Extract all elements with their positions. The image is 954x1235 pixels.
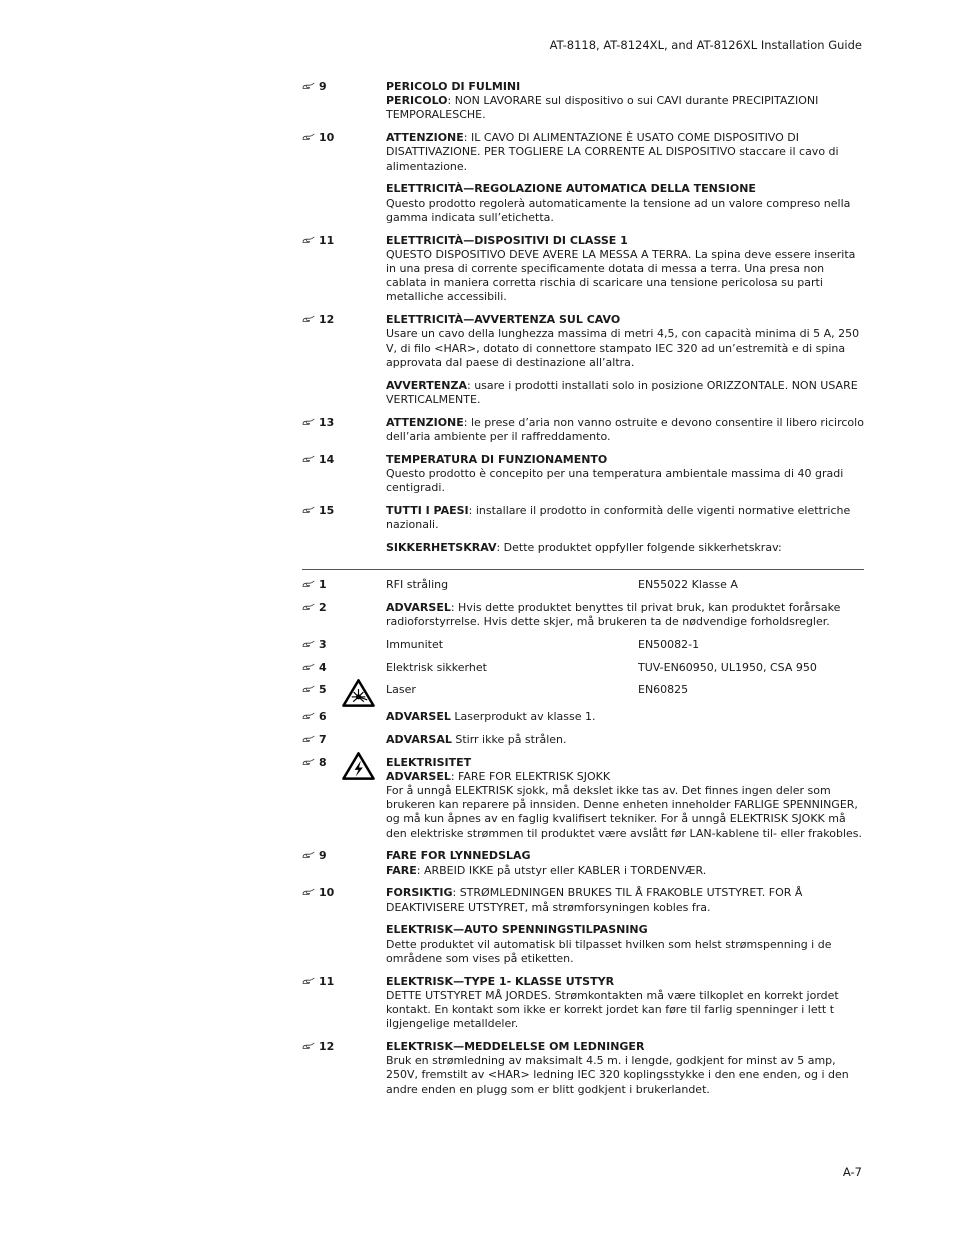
bold-label: AVVERTENZA <box>386 378 467 392</box>
norwegian-item <box>302 578 864 592</box>
item-number-text: 9 <box>319 80 327 93</box>
item-heading: FARE FOR LYNNEDSLAG <box>386 849 531 863</box>
item-number-text: 8 <box>319 755 327 769</box>
pointing-hand-icon <box>302 888 315 896</box>
item-heading: ELEKTRISK—TYPE 1- KLASSE UTSTYR <box>386 974 615 988</box>
section-separator <box>302 569 864 570</box>
item-number <box>302 578 382 592</box>
norwegian-item <box>302 638 864 652</box>
pointing-hand-icon <box>302 977 315 985</box>
pointing-hand-icon <box>302 735 315 743</box>
item-body <box>386 756 864 841</box>
item-paragraph <box>386 1054 864 1097</box>
item-number <box>302 504 382 518</box>
electric-shock-warning-icon <box>342 751 375 781</box>
item-text: : installare il prodotto in conformità delle vigenti normative elettriche nazionali. <box>386 503 851 532</box>
pointing-hand-icon <box>302 685 315 693</box>
item-body <box>386 638 864 652</box>
item-paragraph <box>386 197 864 225</box>
item-text: DETTE UTSTYRET MÅ JORDES. Strømkontakten må være tilkoplet en korrekt jordet kontakt. En kontakt som ikke er korrekt jordet kan føre til farlig spenninger i lett t ilgjengelige metalldeler. <box>386 988 839 1031</box>
norwegian-item <box>302 733 864 747</box>
norwegian-section <box>302 578 864 1097</box>
italian-item <box>302 234 864 305</box>
pointing-hand-icon <box>302 851 315 859</box>
requirement-standard: EN60825 <box>638 683 689 697</box>
requirement-standard: EN50082-1 <box>638 637 700 651</box>
norwegian-item <box>302 849 864 877</box>
item-heading: ELETTRICITÀ—REGOLAZIONE AUTOMATICA DELLA TENSIONE <box>386 182 756 196</box>
italian-item <box>302 80 864 123</box>
italian-item <box>302 379 864 407</box>
italian-section <box>302 80 864 555</box>
item-number-text: 10 <box>319 131 335 145</box>
item-number-text: 15 <box>319 503 335 517</box>
pointing-hand-icon <box>302 1042 315 1050</box>
item-body <box>386 661 864 675</box>
requirement-label: Immunitet <box>386 637 444 651</box>
pointing-hand-icon <box>302 640 315 648</box>
item-number <box>302 733 382 747</box>
item-number <box>302 601 382 615</box>
item-number <box>302 80 382 94</box>
norwegian-item <box>302 683 864 701</box>
item-text: Dette produktet vil automatisk bli tilpasset hvilken som helst strømspenning i de områdene som vises på etiketten. <box>386 937 832 965</box>
item-number-text: 6 <box>319 710 327 724</box>
bold-label: PERICOLO <box>386 94 448 108</box>
item-body <box>386 923 864 966</box>
bold-label: ATTENZIONE <box>386 415 464 429</box>
pointing-hand-icon <box>302 506 315 514</box>
italian-item <box>302 182 864 225</box>
item-body <box>386 80 864 123</box>
item-number-text: 11 <box>319 974 335 988</box>
bold-label: ADVARSEL <box>386 600 451 614</box>
item-text: Questo prodotto regolerà automaticamente la tensione ad un valore compreso nella gamma indicata sull’etichetta. <box>386 196 851 224</box>
item-heading: ELETTRICITÀ—DISPOSITIVI DI CLASSE 1 <box>386 233 628 247</box>
item-text: : le prese d’aria non vanno ostruite e devono consentire il libero ricircolo dell’aria ambiente per il raffreddamento. <box>386 415 864 443</box>
item-paragraph <box>386 94 864 122</box>
pointing-hand-icon <box>302 418 315 426</box>
pointing-hand-icon <box>302 580 315 588</box>
item-body <box>386 733 864 747</box>
item-paragraph <box>386 601 864 629</box>
bold-label: ADVARSAL <box>386 732 452 746</box>
pointing-hand-icon <box>302 603 315 611</box>
item-number <box>302 416 382 430</box>
norwegian-item <box>302 1040 864 1097</box>
item-text: Questo prodotto è concepito per una temperatura ambientale massima di 40 gradi centigradi. <box>386 466 844 495</box>
item-text: : usare i prodotti installati solo in posizione ORIZZONTALE. NON USARE VERTICALMENTE. <box>386 378 858 406</box>
item-text: Bruk en strømledning av maksimalt 4.5 m. i lengde, godkjent for minst av 5 amp, 250V, fremstilt av <HAR> ledning IEC 320 koplingsstykke i den ene enden, og i den andre enden en plugg som er blitt godkjent i brukerlandet. <box>386 1054 849 1096</box>
item-number <box>302 453 382 467</box>
item-number-text: 1 <box>319 578 327 592</box>
item-number-text: 12 <box>319 313 335 327</box>
item-number-text: 9 <box>319 849 327 863</box>
italian-item <box>302 504 864 532</box>
item-number-text: 5 <box>319 683 327 697</box>
item-text: : Hvis dette produktet benyttes til privat bruk, kan produktet forårsake radioforstyrrelse. Hvis dette skjer, må brukeren ta de nødvendige forholdsregler. <box>386 600 841 629</box>
item-number <box>302 1040 382 1054</box>
pointing-hand-icon <box>302 663 315 671</box>
italian-item <box>302 131 864 174</box>
italian-item <box>302 313 864 370</box>
item-paragraph <box>386 504 864 532</box>
item-body <box>386 379 864 407</box>
item-heading: ELEKTRISITET <box>386 755 472 769</box>
item-paragraph <box>386 770 864 784</box>
item-text: Laserprodukt av klasse 1. <box>450 710 596 724</box>
requirement-label: Laser <box>386 683 416 697</box>
item-number-text: 10 <box>319 886 335 900</box>
item-body <box>386 234 864 305</box>
item-body <box>386 541 864 555</box>
item-heading: ELEKTRISK—MEDDELELSE OM LEDNINGER <box>386 1040 645 1054</box>
item-number <box>302 638 382 652</box>
item-body <box>386 504 864 532</box>
item-number-text: 3 <box>319 637 327 651</box>
item-text: : STRØMLEDNINGEN BRUKES TIL Å FRAKOBLE UTSTYRET. FOR Å DEAKTIVISERE UTSTYRET, må strømforsyningen kobles fra. <box>386 886 803 914</box>
item-number <box>302 710 382 724</box>
item-text: : NON LAVORARE sul dispositivo o sui CAVI durante PRECIPITAZIONI TEMPORALESCHE. <box>386 94 819 122</box>
italian-item <box>302 416 864 444</box>
item-number <box>302 661 382 675</box>
item-text: : FARE FOR ELEKTRISK SJOKK <box>450 769 611 783</box>
norwegian-item <box>302 756 864 841</box>
item-text: : IL CAVO DI ALIMENTAZIONE È USATO COME DISPOSITIVO DI DISATTIVAZIONE. PER TOGLIERE LA CORRENTE AL DISPOSITIVO staccare il cavo di alimentazione. <box>386 131 839 173</box>
requirement-label: RFI stråling <box>386 578 449 592</box>
item-paragraph <box>386 541 864 555</box>
item-number-text: 13 <box>319 415 335 429</box>
item-paragraph <box>386 327 864 370</box>
item-text: : Dette produktet oppfyller folgende sikkerhetskrav: <box>496 540 782 554</box>
pointing-hand-icon <box>302 315 315 323</box>
item-number <box>302 849 382 863</box>
norwegian-item <box>302 923 864 966</box>
item-body <box>386 182 864 225</box>
item-number <box>302 313 382 327</box>
requirement-standard: EN55022 Klasse A <box>638 578 738 592</box>
item-paragraph <box>386 131 864 174</box>
bold-label: ATTENZIONE <box>386 131 464 145</box>
item-paragraph <box>386 989 864 1032</box>
bold-label: SIKKERHETSKRAV <box>386 540 497 554</box>
item-number <box>302 234 382 248</box>
item-paragraph <box>386 938 864 966</box>
item-paragraph <box>386 864 864 878</box>
item-number-text: 11 <box>319 233 335 247</box>
bold-label: ADVARSEL <box>386 769 451 783</box>
requirement-label: Elektrisk sikkerhet <box>386 660 487 674</box>
norwegian-item <box>302 601 864 629</box>
item-number-text: 12 <box>319 1040 335 1054</box>
bold-label: ADVARSEL <box>386 710 451 724</box>
item-heading: PERICOLO DI FULMINI <box>386 80 521 93</box>
item-paragraph <box>386 467 864 495</box>
item-number <box>302 886 382 900</box>
pointing-hand-icon <box>302 82 315 90</box>
pointing-hand-icon <box>302 236 315 244</box>
item-paragraph <box>386 710 864 724</box>
item-body <box>386 975 864 1032</box>
italian-item <box>302 453 864 496</box>
item-body <box>386 601 864 629</box>
item-text: For å unngå ELEKTRISK sjokk, må dekslet ikke tas av. Det finnes ingen deler som brukeren kan reparere på innsiden. Denne enheten inneholder FARLIGE SPENNINGER, og må kun åpnes av en faglig kvalifisert tekniker. For å unngå ELEKTRISK SJOKK må den elektriske strømmen til produktet være avslått før LAN-kablene til- eller frakobles. <box>386 784 863 840</box>
pointing-hand-icon <box>302 455 315 463</box>
item-number <box>302 131 382 145</box>
page-header: AT-8118, AT-8124XL, and AT-8126XL Installation Guide <box>549 38 862 52</box>
pointing-hand-icon <box>302 712 315 720</box>
bold-label: TUTTI I PAESI <box>386 503 469 517</box>
italian-item <box>302 541 864 555</box>
item-body <box>386 886 864 914</box>
requirement-standard: TUV-EN60950, UL1950, CSA 950 <box>638 660 817 674</box>
norwegian-item <box>302 886 864 914</box>
item-number-text: 14 <box>319 452 335 466</box>
item-heading: ELEKTRISK—AUTO SPENNINGSTILPASNING <box>386 923 648 937</box>
item-paragraph <box>386 379 864 407</box>
laser-warning-icon <box>342 678 375 708</box>
page-number: A-7 <box>842 1165 862 1179</box>
item-number-text: 4 <box>319 660 327 674</box>
item-number-text: 7 <box>319 732 327 746</box>
norwegian-item <box>302 975 864 1032</box>
item-paragraph <box>386 784 864 841</box>
item-body <box>386 710 864 724</box>
item-text: : ARBEID IKKE på utstyr eller KABLER i TORDENVÆR. <box>416 863 707 877</box>
item-body <box>386 578 864 592</box>
item-body <box>386 313 864 370</box>
item-body <box>386 416 864 444</box>
pointing-hand-icon <box>302 758 315 766</box>
item-body <box>386 1040 864 1097</box>
item-number <box>302 975 382 989</box>
item-text: Usare un cavo della lunghezza massima di metri 4,5, con capacità minima di 5 A, 250 V, di filo <HAR>, dotato di connettore stampato IEC 320 ad un’estremità e di spina approvata dal paese di destinazione all’altra. <box>386 327 860 369</box>
item-body <box>386 683 864 697</box>
pointing-hand-icon <box>302 133 315 141</box>
norwegian-item <box>302 661 864 675</box>
item-body <box>386 453 864 496</box>
item-heading: TEMPERATURA DI FUNZIONAMENTO <box>386 452 608 466</box>
item-paragraph <box>386 886 864 914</box>
item-number-text: 2 <box>319 600 327 614</box>
item-body <box>386 849 864 877</box>
bold-label: FORSIKTIG <box>386 886 453 900</box>
norwegian-item <box>302 710 864 724</box>
item-paragraph <box>386 248 864 305</box>
content <box>302 80 864 1105</box>
item-paragraph <box>386 733 864 747</box>
bold-label: FARE <box>386 863 417 877</box>
item-heading: ELETTRICITÀ—AVVERTENZA SUL CAVO <box>386 313 621 327</box>
item-paragraph <box>386 416 864 444</box>
item-body <box>386 131 864 174</box>
item-text: QUESTO DISPOSITIVO DEVE AVERE LA MESSA A TERRA. La spina deve essere inserita in una presa di corrente specificamente dotata di messa a terra. Una presa non cablata in maniera corretta rischia di scaricare una tensione pericolosa su parti metalliche accessibili. <box>386 247 856 304</box>
item-text: Stirr ikke på strålen. <box>451 732 567 746</box>
